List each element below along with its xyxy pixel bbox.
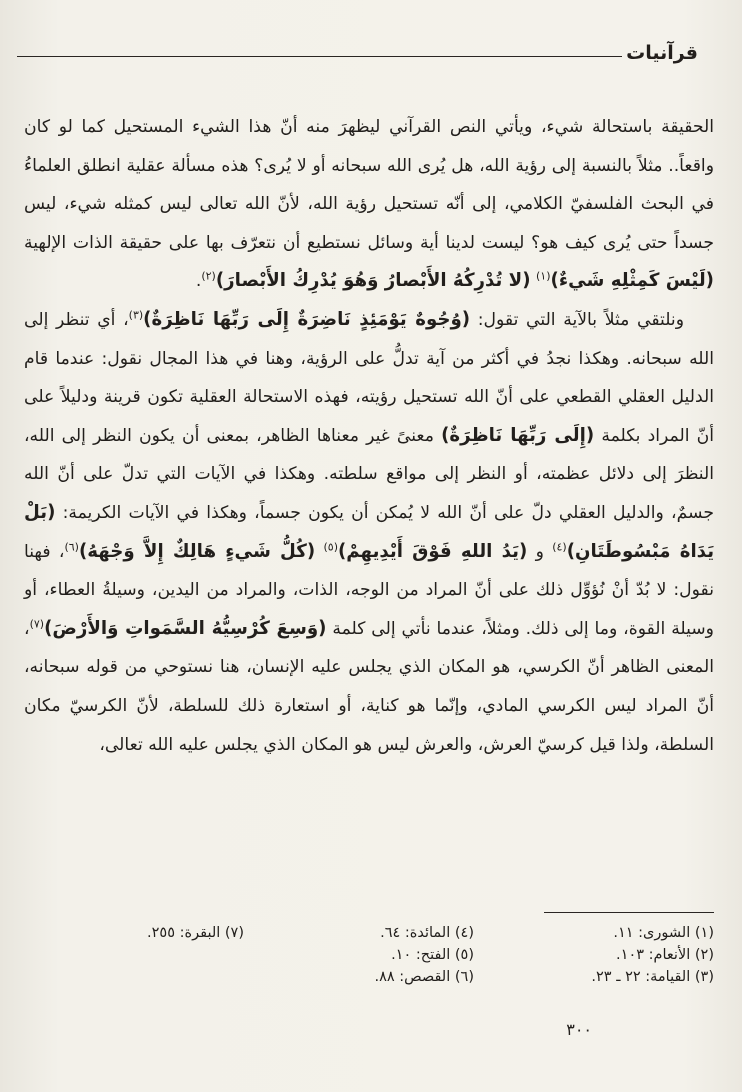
footnote: (١) الشورى: ١١. (613, 925, 714, 941)
text-segment: معنىً غير معناها الظاهر، بمعنى أن يكون النظر إلى الله، النظرَ إلى دلائل عظمته، أو النظر إلى مواقع سلطته. وهكذا في الآيات التي تدلّ على أنّ الله جسمٌ، والدليل العقلي دلّ على أنّ الله لا يُمكن أن يكون جسماً، وهكذا في الآيات الكريمة: (24, 425, 714, 523)
footnote-ref: (٥) (323, 539, 338, 553)
footnote-ref: (١) (536, 269, 551, 283)
text-segment: ، أي تنظر إلى الله سبحانه. وهكذا نجدُ في أكثر من آية تدلُّ على الرؤية، وهنا في هذا المجال نقول: عندما قام الدليل العقلي القطعي على أنّ الله تستحيل رؤيته، فهذه الاستحالة العقلية تكون قرينة ودليلاً على أنّ المراد بكلمة (24, 309, 715, 446)
footnote-column-3 (24, 922, 244, 988)
text-segment: الحقيقة باستحالة شيء، ويأتي النص القرآني ليظهرَ منه أنّ هذا الشيء المستحيل كما لو كان واقعاً.. مثلاً بالنسبة إلى رؤية الله، هل يُرى الله سبحانه أو لا يُرى؟ هذه مسألة عقلية انطلق العلماءُ في البحث الفلسفيّ الكلامي، إلى أنّه تستحيل رؤية الله، لأنّ الله تعالى ليس كمثله شيء، ليس جسداً حتى يُرى كيف هو؟ ليست لدينا أية وسائل نستطيع أن نتعرّف بها على حقيقة الذات الإلهية (24, 117, 714, 253)
paragraph (24, 108, 714, 301)
footnote: (٤) المائدة: ٦٤. (380, 925, 474, 941)
quran-verse: (بَلْ يَدَاهُ مَبْسُوطَتَانِ) (24, 501, 715, 562)
footnote: (٢) الأنعام: ١٠٣. (616, 947, 714, 963)
footnote-ref: (٤) (552, 539, 567, 553)
quran-verse: (لَيْسَ كَمِثْلِهِ شَيءٌ) (550, 270, 714, 292)
quran-verse: (لا تُدْرِكُهُ الأَبْصارُ وَهُوَ يُدْرِكُ الأَبْصارَ) (215, 270, 531, 292)
footnote-rule (544, 912, 714, 913)
footnote: (٣) القيامة: ٢٢ ـ ٢٣. (591, 969, 714, 985)
quran-verse: (وُجُوهٌ يَوْمَئِذٍ نَاضِرَةٌ إِلَى رَبِّهَا نَاظِرَةٌ) (143, 308, 471, 330)
quran-verse: (وَسِعَ كُرْسِيُّهُ السَّمَواتِ وَالأَرْضَ) (44, 617, 327, 639)
quran-verse: (يَدُ اللهِ فَوْقَ أَيْدِيهِمْ) (337, 540, 528, 562)
header-rule (17, 56, 622, 57)
footnote-ref: (٢) (201, 269, 216, 283)
body-text (24, 108, 714, 764)
quran-verse: (إِلَى رَبِّهَا نَاظِرَةٌ) (441, 424, 595, 446)
footnote: (٦) القصص: ٨٨. (374, 969, 474, 985)
text-segment: . (195, 271, 202, 292)
footnote: (٧) البقرة: ٢٥٥. (147, 925, 244, 941)
text-segment: ونلتقي مثلاً بالآية التي تقول: (470, 309, 684, 330)
footnote-ref: (٦) (64, 539, 79, 553)
footnote-column-2 (244, 922, 474, 988)
footnote: (٥) الفتح: ١٠. (391, 947, 474, 963)
footnote-column-1 (474, 922, 714, 988)
header-title: قرآنيات (626, 42, 698, 64)
text-segment: و (527, 541, 553, 562)
footnote-ref: (٣) (128, 308, 144, 322)
footnote-ref: (٧) (29, 616, 45, 630)
page-number: ٣٠٠ (566, 1020, 592, 1039)
quran-verse: (كُلُّ شَيءٍ هَالِكٌ إِلاَّ وَجْهَهُ) (78, 540, 316, 562)
footnotes (24, 922, 714, 988)
text-segment: ، فهنا نقول: لا بُدّ أنْ نُؤوِّل ذلك على أنّ المراد من الوجه، الذات، والمراد من اليدين، وسيلةُ العطاء، أو وسيلة القوة، وما إلى ذلك. ومثلاً، عندما نأتي إلى كلمة (24, 541, 714, 639)
paragraph (24, 301, 714, 764)
text-segment: ، المعنى الظاهر أنّ الكرسي، هو المكان الذي يجلس عليه الإنسان، هنا نستوحي من قوله سبحانه، أنّ المراد ليس الكرسي المادي، وإنّما هو كناية، أو استعارة ذلك للسلطة، لأنّ الكرسيّ مكان السلطة، ولذا قيل كرسيّ العرش، والعرش ليس هو المكان الذي يجلس عليه الله تعالى، (24, 618, 714, 755)
running-header (618, 42, 698, 64)
